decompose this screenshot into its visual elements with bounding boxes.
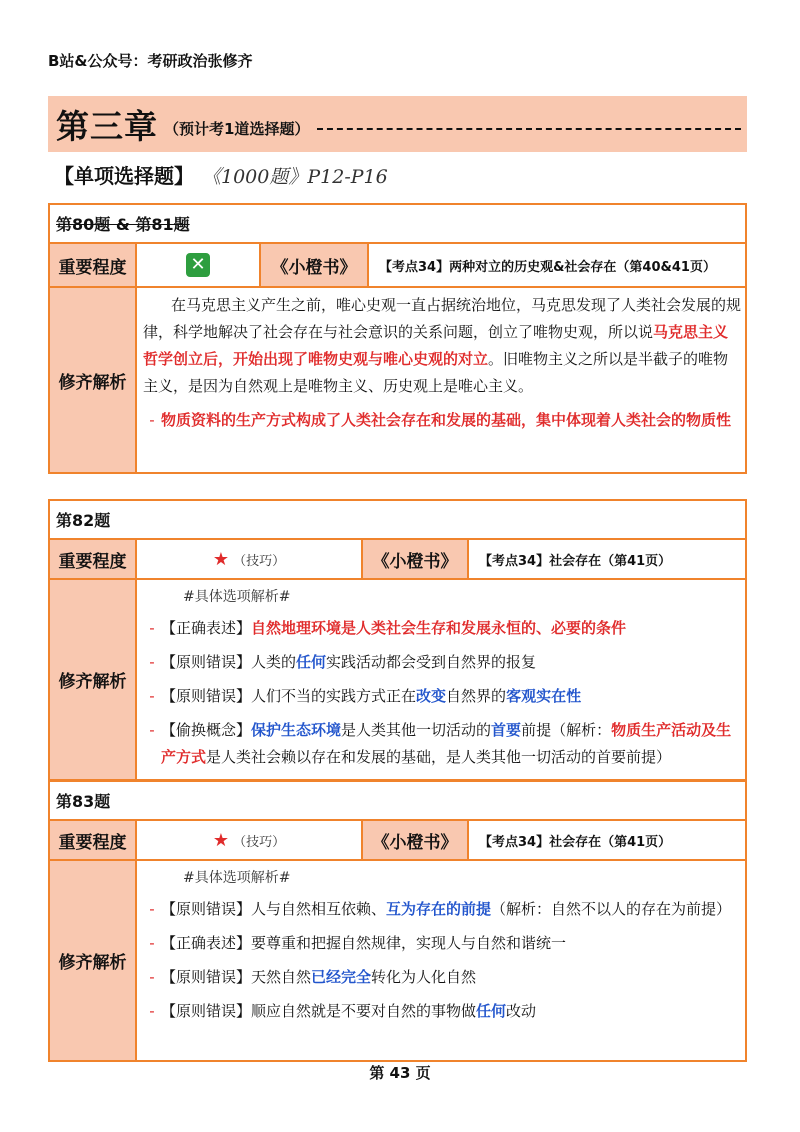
chapter-title: 第三章 [56, 106, 158, 146]
option-item: - 【正确表述】要尊重和把握自然规律，实现人与自然和谐统一 [149, 934, 567, 952]
analysis-row [50, 288, 745, 472]
kaodian-label: 【考点34】社会存在（第41页） [479, 834, 672, 850]
question-title: 第83题 [50, 782, 745, 821]
analysis-row [50, 861, 745, 1060]
skill-tag: （技巧） [233, 834, 286, 850]
page-number: 第 43 页 [369, 1064, 431, 1082]
analysis-body [137, 288, 745, 472]
importance-label: 重要程度 [50, 821, 137, 859]
importance-value [137, 540, 363, 578]
question-title: 第82题 [50, 501, 745, 540]
analysis-label: 修齐解析 [50, 580, 137, 779]
book-name: 《小橙书》 [261, 244, 369, 286]
chapter-banner [48, 96, 747, 152]
bullet-item: - 物质资料的生产方式构成了人类社会存在和发展的基础，集中体现着人类社会的物质性 [149, 411, 732, 429]
analysis-body [137, 861, 745, 1060]
option-item: - 【正确表述】自然地理环境是人类社会生存和发展永恒的、必要的条件 [149, 619, 627, 637]
chapter-dash-line [317, 128, 741, 130]
kaodian-label: 【考点34】社会存在（第41页） [479, 553, 672, 569]
importance-row [50, 244, 745, 288]
option-item: - 【原则错误】人类的任何实践活动都会受到自然界的报复 [149, 653, 537, 671]
header-source: B站&公众号：考研政治张修齐 [48, 52, 253, 70]
option-item: - 【原则错误】天然自然已经完全转化为人化自然 [149, 968, 477, 986]
option-item: - 【原则错误】顺应自然就是不要对自然的事物做任何改动 [149, 1002, 537, 1020]
star-icon: ★ [212, 829, 230, 851]
question-block-83 [48, 780, 747, 1062]
option-item: - 【原则错误】人与自然相互依赖、互为存在的前提（解析：自然不以人的存在为前提） [149, 900, 732, 918]
question-title: 第80题 & 第81题 [50, 205, 745, 244]
importance-row [50, 540, 745, 580]
book-name: 《小橙书》 [363, 540, 469, 578]
importance-row [50, 821, 745, 861]
options-heading: #具体选项解析# [183, 870, 291, 886]
section-reference: 《1000题》P12-P16 [202, 166, 388, 188]
importance-label: 重要程度 [50, 540, 137, 578]
question-block-80-81 [48, 203, 747, 474]
importance-label: 重要程度 [50, 244, 137, 286]
cross-mark-icon: ✕ [186, 253, 210, 277]
importance-value [137, 244, 261, 286]
analysis-label: 修齐解析 [50, 861, 137, 1060]
section-title: 【单项选择题】 [54, 164, 194, 188]
analysis-paragraph: 在马克思主义产生之前，唯心史观一直占据统治地位，马克思发现了人类社会发展的规律，科学地解决了社会存在与社会意识的关系问题，创立了唯物史观，所以说马克思主义哲学创立后，开始出现了唯物史观与唯心史观的对立。旧唯物主义之所以是半截子的唯物主义，是因为自然观上是唯物主义、历史观上是唯心主义。 [143, 296, 742, 395]
options-heading: #具体选项解析# [183, 589, 291, 605]
importance-value [137, 821, 363, 859]
analysis-label: 修齐解析 [50, 288, 137, 472]
question-block-82 [48, 499, 747, 781]
book-name: 《小橙书》 [363, 821, 469, 859]
kaodian-label: 【考点34】两种对立的历史观&社会存在（第40&41页） [379, 259, 716, 275]
analysis-row [50, 580, 745, 779]
star-icon: ★ [212, 548, 230, 570]
option-item: - 【偷换概念】保护生态环境是人类其他一切活动的首要前提（解析：物质生产活动及生产方式是人类社会赖以存在和发展的基础，是人类其他一切活动的首要前提） [149, 721, 732, 766]
analysis-body [137, 580, 745, 779]
chapter-note: （预计考1道选择题） [164, 119, 310, 138]
section-heading [54, 160, 388, 189]
skill-tag: （技巧） [233, 553, 286, 569]
option-item: - 【原则错误】人们不当的实践方式正在改变自然界的客观实在性 [149, 687, 582, 705]
